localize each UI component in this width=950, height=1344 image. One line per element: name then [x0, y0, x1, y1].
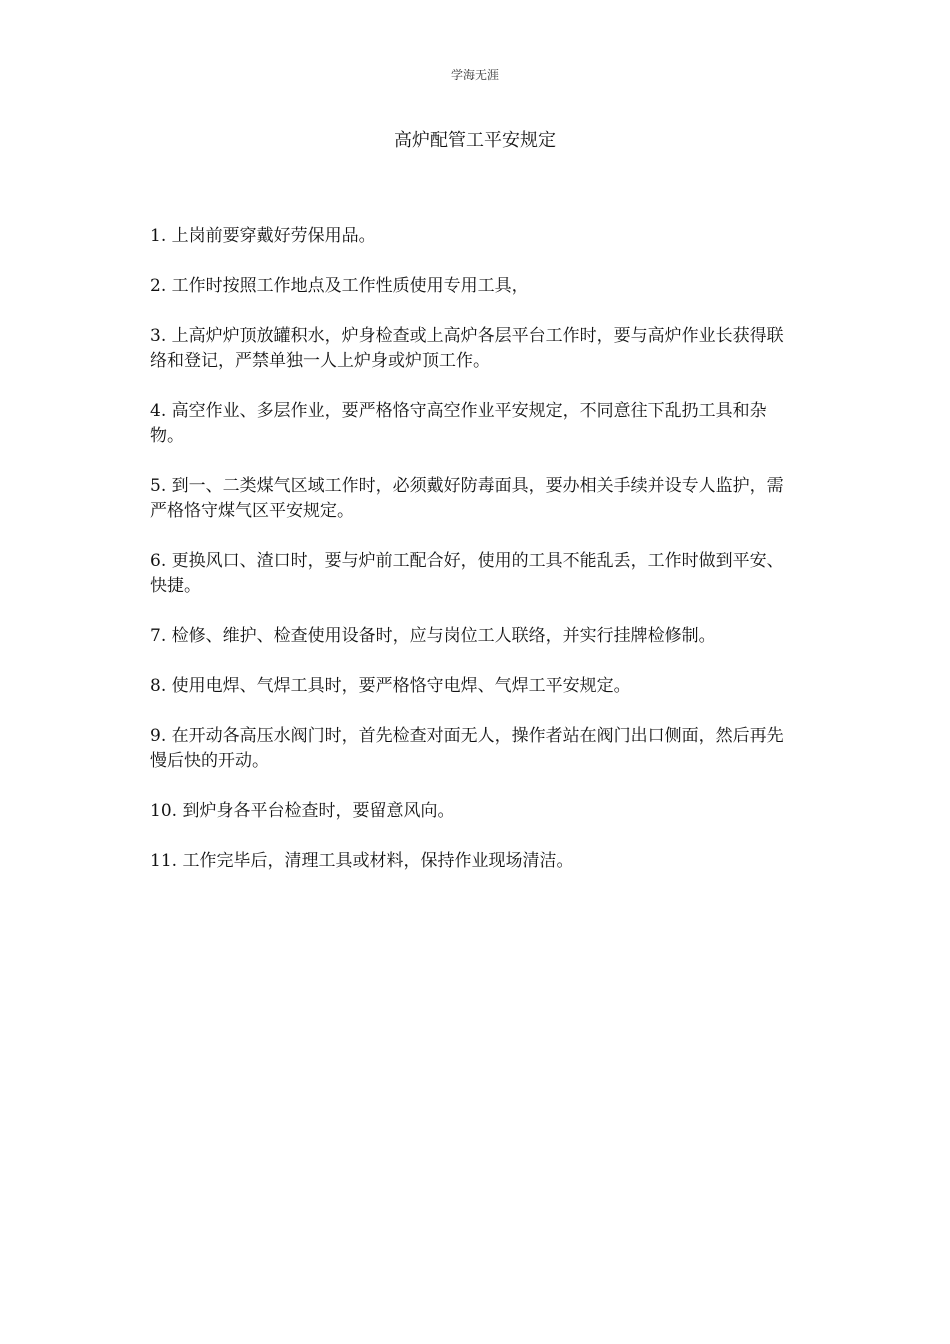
rule-item-7: 7. 检修、维护、检查使用设备时，应与岗位工人联络，并实行挂牌检修制。: [150, 626, 716, 646]
rule-item-9: 9. 在开动各高压水阀门时，首先检查对面无人，操作者站在阀门出口侧面，然后再先慢后快的开动。: [150, 726, 784, 771]
rule-item-5: 5. 到一、二类煤气区域工作时，必须戴好防毒面具，要办相关手续并设专人监护，需严格恪守煤气区平安规定。: [150, 476, 784, 521]
document-title: 高炉配管工平安规定: [394, 130, 556, 151]
rule-item-4: 4. 高空作业、多层作业，要严格恪守高空作业平安规定，不同意往下乱扔工具和杂物。: [150, 401, 767, 446]
rules-list: [150, 224, 786, 899]
rule-item-3: 3. 上高炉炉顶放罐积水，炉身检查或上高炉各层平台工作时，要与高炉作业长获得联络和登记，严禁单独一人上炉身或炉顶工作。: [150, 326, 784, 371]
rule-item-2: 2. 工作时按照工作地点及工作性质使用专用工具，: [150, 276, 529, 296]
rule-item-6: 6. 更换风口、渣口时，要与炉前工配合好，使用的工具不能乱丢，工作时做到平安、快捷。: [150, 551, 784, 596]
rule-item-10: 10. 到炉身各平台检查时，要留意风向。: [150, 801, 455, 821]
page-header: 学海无涯: [450, 68, 499, 82]
rule-item-8: 8. 使用电焊、气焊工具时，要严格恪守电焊、气焊工平安规定。: [150, 676, 631, 696]
rule-item-1: 1. 上岗前要穿戴好劳保用品。: [150, 226, 376, 246]
rule-item-11: 11. 工作完毕后，清理工具或材料，保持作业现场清洁。: [150, 851, 574, 871]
